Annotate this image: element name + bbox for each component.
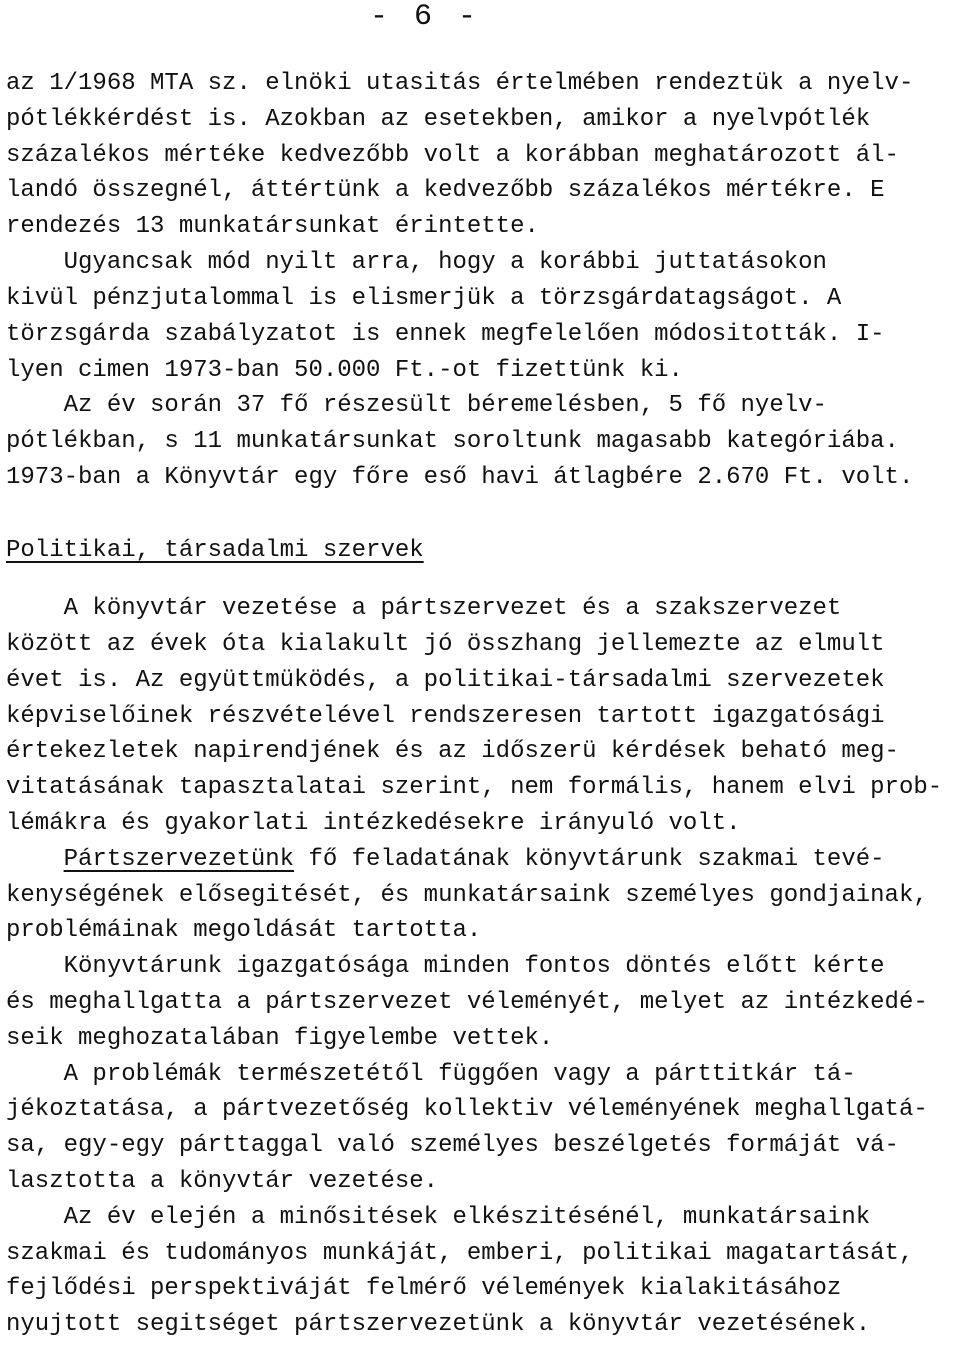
body-line: Az év elején a minősitések elkészitésénél, munkatársaink — [6, 1204, 871, 1231]
body-line: és meghallgatta a pártszervezet véleményét, melyet az intézkedé- — [6, 989, 928, 1016]
body-line: kivül pénzjutalommal is elismerjük a törzsgárdatagságot. A — [6, 285, 842, 312]
page-number: - 6 - — [370, 0, 481, 34]
body-line: százalékos mértéke kedvezőbb volt a korábban meghatározott ál- — [6, 142, 899, 169]
body-line: értekezletek napirendjének és az időszerü kérdések beható meg- — [6, 738, 899, 765]
body-line: problémáinak megoldását tartotta. — [6, 917, 482, 944]
body-line: Az év során 37 fő részesült béremelésben, 5 fő nyelv- — [6, 392, 827, 419]
body-line: jékoztatása, a pártvezetőség kollektiv véleményének meghallgatá- — [6, 1096, 928, 1123]
body-line: Ugyancsak mód nyilt arra, hogy a korábbi juttatásokon — [6, 249, 827, 276]
body-line: fejlődési perspektiváját felmérő vélemények kialakitásához — [6, 1275, 842, 1302]
body-line: között az évek óta kialakult jó összhang jellemezte az elmult — [6, 631, 885, 658]
body-line: szakmai és tudományos munkáját, emberi, politikai magatartását, — [6, 1240, 914, 1267]
body-line: képviselőinek részvételével rendszeresen tartott igazgatósági — [6, 703, 885, 730]
body-line: lémákra és gyakorlati intézkedésekre irányuló volt. — [6, 810, 741, 837]
party-org-underlined: Pártszervezetünk — [63, 846, 295, 873]
body-line: lyen cimen 1973-ban 50.000 Ft.-ot fizettünk ki. — [6, 357, 683, 384]
body-line: kenységének elősegitését, és munkatársaink személyes gondjainak, — [6, 882, 928, 909]
body-line: sa, egy-egy párttaggal való személyes beszélgetés formáját vá- — [6, 1132, 899, 1159]
body-line: pótlékban, s 11 munkatársunkat soroltunk magasabb kategóriába. — [6, 428, 899, 455]
body-line: seik meghozatalában figyelembe vettek. — [6, 1025, 554, 1052]
body-line: landó összegnél, áttértünk a kedvezőbb százalékos mértékre. E — [6, 177, 885, 204]
body-line: A könyvtár vezetése a pártszervezet és a szakszervezet — [6, 595, 842, 622]
party-line-rest: fő feladatának könyvtárunk szakmai tevé- — [294, 846, 885, 873]
body-line: A problémák természetétől függően vagy a párttitkár tá- — [6, 1061, 856, 1088]
body-line: vitatásának tapasztalatai szerint, nem formális, hanem elvi prob- — [6, 774, 943, 801]
body-line: pótlékkérdést is. Azokban az esetekben, amikor a nyelvpótlék — [6, 106, 871, 133]
body-line: törzsgárda szabályzatot is ennek megfelelően módositották. I- — [6, 321, 885, 348]
body-line: nyujtott segitséget pártszervezetünk a könyvtár vezetésének. — [6, 1311, 871, 1338]
body-line: Könyvtárunk igazgatósága minden fontos döntés előtt kérte — [6, 953, 885, 980]
body-line: lasztotta a könyvtár vezetése. — [6, 1168, 439, 1195]
body-line: 1973-ban a Könyvtár egy főre eső havi átlagbére 2.670 Ft. volt. — [6, 464, 914, 491]
body-line: az 1/1968 MTA sz. elnöki utasitás értelmében rendeztük a nyelv- — [6, 70, 914, 97]
body-line-party — [6, 845, 885, 875]
section-heading — [6, 536, 424, 566]
body-line: rendezés 13 munkatársunkat érintette. — [6, 213, 539, 240]
body-line: évet is. Az együttmüködés, a politikai-társadalmi szervezetek — [6, 667, 885, 694]
section-heading-text: Politikai, társadalmi szervek — [6, 537, 424, 564]
